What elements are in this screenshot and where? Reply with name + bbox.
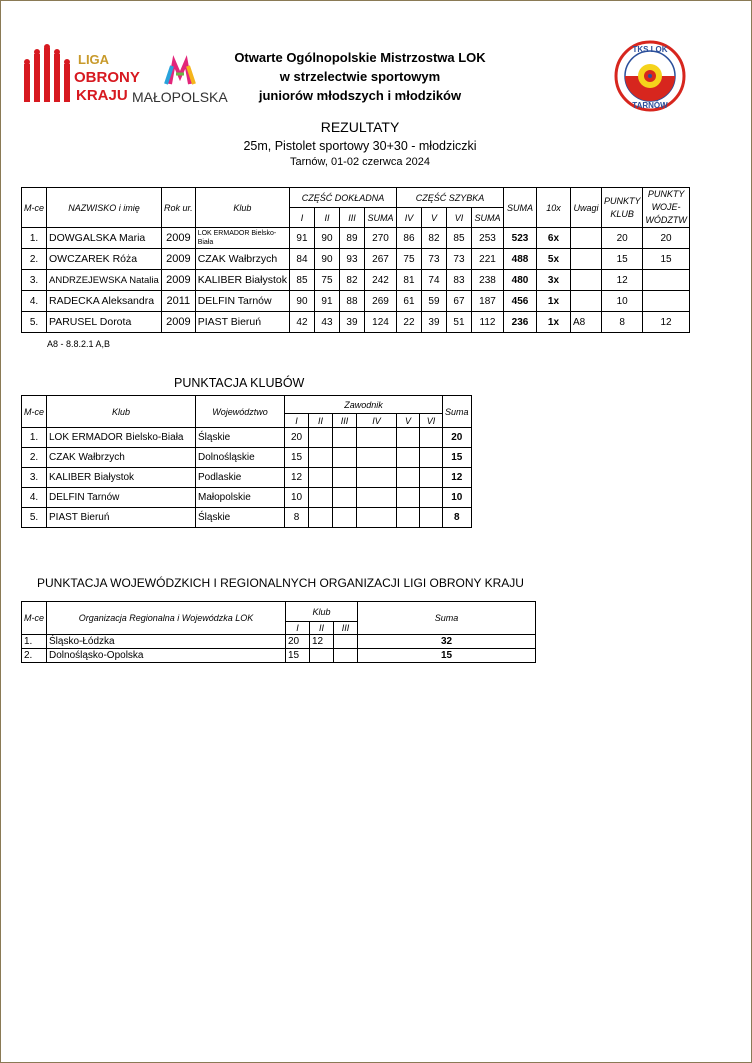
regions-header-club-col: II — [310, 622, 334, 635]
points-voivodeship-cell: 12 — [643, 312, 689, 333]
empty-cell — [357, 428, 397, 448]
place-cell: 3. — [22, 270, 47, 291]
sum-cell: 8 — [443, 508, 472, 528]
subtotal-cell: 242 — [364, 270, 396, 291]
score-cell: 82 — [421, 228, 446, 249]
empty-cell — [420, 448, 443, 468]
header-total: SUMA — [503, 188, 536, 228]
athlete-points-cell: 20 — [285, 428, 309, 448]
regions-table — [21, 601, 536, 663]
score-cell: 91 — [314, 291, 339, 312]
empty-cell — [333, 428, 357, 448]
score-cell: 85 — [289, 270, 314, 291]
points-voivodeship-cell — [643, 291, 689, 312]
club-cell: CZAK Wałbrzych — [195, 249, 289, 270]
empty-cell — [420, 468, 443, 488]
score-cell: 73 — [421, 249, 446, 270]
name-cell: ANDRZEJEWSKA Natalia — [47, 270, 162, 291]
table-row — [22, 448, 472, 468]
logo-obrony-text: OBRONY — [74, 69, 140, 86]
points-club-cell: 8 — [601, 312, 642, 333]
empty-cell — [420, 508, 443, 528]
table-row — [22, 312, 690, 333]
empty-cell — [309, 448, 333, 468]
year-cell: 2009 — [162, 228, 196, 249]
clubs-header-athlete-col: VI — [420, 414, 443, 428]
table-row — [22, 228, 690, 249]
athlete-points-cell: 12 — [285, 468, 309, 488]
regions-header-place: M-ce — [22, 602, 47, 635]
score-cell: 51 — [446, 312, 471, 333]
score-cell: 82 — [339, 270, 364, 291]
liga-obrony-kraju-logo — [22, 44, 140, 106]
name-cell: PARUSEL Dorota — [47, 312, 162, 333]
clubs-header-place: M-ce — [22, 396, 47, 428]
year-cell: 2009 — [162, 270, 196, 291]
club-cell: DELFIN Tarnów — [195, 291, 289, 312]
points-voivodeship-cell: 15 — [643, 249, 689, 270]
place-cell: 2. — [22, 448, 47, 468]
clubs-header-athlete-col: III — [333, 414, 357, 428]
regions-title: PUNKTACJA WOJEWÓDZKICH I REGIONALNYCH ORGANIZACJI LIGI OBRONY KRAJU — [37, 576, 524, 590]
clubs-header-athlete-col: V — [397, 414, 420, 428]
logo-liga-text: LIGA — [78, 52, 110, 67]
points-club-cell: 12 — [601, 270, 642, 291]
sum-cell: 20 — [443, 428, 472, 448]
table-row — [22, 291, 690, 312]
club-cell: LOK ERMADOR Bielsko-Biała — [195, 228, 289, 249]
regions-header-club: Klub — [286, 602, 358, 622]
tens-cell: 1x — [536, 291, 570, 312]
header-points-club: PUNKTY KLUB — [601, 188, 642, 228]
place-cell: 2. — [22, 249, 47, 270]
clubs-header-athlete-col: IV — [357, 414, 397, 428]
empty-cell — [420, 488, 443, 508]
place-cell: 5. — [22, 508, 47, 528]
score-cell: 43 — [314, 312, 339, 333]
table-row — [22, 428, 472, 448]
club-points-cell: 15 — [286, 649, 310, 663]
header-series: IV — [396, 208, 421, 228]
club-cell: CZAK Wałbrzych — [47, 448, 196, 468]
score-cell: 75 — [396, 249, 421, 270]
total-cell: 456 — [503, 291, 536, 312]
points-club-cell: 20 — [601, 228, 642, 249]
clubs-title: PUNKTACJA KLUBÓW — [174, 376, 305, 390]
place-cell: 1. — [22, 228, 47, 249]
club-points-cell: 12 — [310, 635, 334, 649]
empty-cell — [357, 488, 397, 508]
voivodeship-cell: Śląskie — [196, 508, 285, 528]
malopolska-logo — [130, 52, 230, 108]
score-cell: 85 — [446, 228, 471, 249]
year-cell: 2009 — [162, 249, 196, 270]
event-title-line3: juniorów młodszych i młodzików — [258, 88, 462, 103]
name-cell: OWCZAREK Róża — [47, 249, 162, 270]
tens-cell: 3x — [536, 270, 570, 291]
score-cell: 42 — [289, 312, 314, 333]
header-series: III — [339, 208, 364, 228]
score-cell: 90 — [314, 228, 339, 249]
header-series: V — [421, 208, 446, 228]
score-cell: 83 — [446, 270, 471, 291]
subtotal-cell: 269 — [364, 291, 396, 312]
regions-header-club-col: III — [334, 622, 358, 635]
logo-kraju-text: KRAJU — [76, 87, 128, 104]
header-club: Klub — [195, 188, 289, 228]
club-cell: LOK ERMADOR Bielsko-Biała — [47, 428, 196, 448]
score-cell: 81 — [396, 270, 421, 291]
clubs-header-club: Klub — [47, 396, 196, 428]
regions-header-org: Organizacja Regionalna i Wojewódzka LOK — [47, 602, 286, 635]
athlete-points-cell: 8 — [285, 508, 309, 528]
clubs-header-sum: Suma — [443, 396, 472, 428]
empty-cell — [357, 448, 397, 468]
results-date: Tarnów, 01-02 czerwca 2024 — [289, 156, 431, 168]
score-cell: 89 — [339, 228, 364, 249]
score-cell: 67 — [446, 291, 471, 312]
org-cell: Śląsko-Łódzka — [47, 635, 286, 649]
total-cell: 488 — [503, 249, 536, 270]
results-subtitle: 25m, Pistolet sportowy 30+30 - młodziczki — [243, 139, 477, 153]
clubs-header-athlete: Zawodnik — [285, 396, 443, 414]
subtotal-cell: 221 — [471, 249, 503, 270]
logo-tks-top-text: TKS LOK — [632, 45, 668, 54]
score-cell: 73 — [446, 249, 471, 270]
results-title: REZULTATY — [320, 119, 400, 135]
header-precision: CZĘŚĆ DOKŁADNA — [289, 188, 396, 208]
subtotal-cell: 124 — [364, 312, 396, 333]
clubs-table — [21, 395, 472, 528]
club-points-cell — [334, 649, 358, 663]
place-cell: 5. — [22, 312, 47, 333]
score-cell: 59 — [421, 291, 446, 312]
year-cell: 2011 — [162, 291, 196, 312]
notes-cell — [570, 249, 601, 270]
total-cell: 236 — [503, 312, 536, 333]
score-cell: 75 — [314, 270, 339, 291]
sum-cell: 12 — [443, 468, 472, 488]
header-year: Rok ur. — [162, 188, 196, 228]
empty-cell — [309, 508, 333, 528]
score-cell: 91 — [289, 228, 314, 249]
subtotal-cell: 270 — [364, 228, 396, 249]
score-cell: 74 — [421, 270, 446, 291]
voivodeship-cell: Małopolskie — [196, 488, 285, 508]
results-table — [21, 187, 690, 333]
place-cell: 2. — [22, 649, 47, 663]
points-club-cell: 10 — [601, 291, 642, 312]
empty-cell — [397, 448, 420, 468]
empty-cell — [397, 468, 420, 488]
notes-cell — [570, 291, 601, 312]
score-cell: 39 — [339, 312, 364, 333]
header-notes: Uwagi — [570, 188, 601, 228]
club-cell: PIAST Bieruń — [47, 508, 196, 528]
header-place: M-ce — [22, 188, 47, 228]
subtotal-cell: 253 — [471, 228, 503, 249]
name-cell: DOWGALSKA Maria — [47, 228, 162, 249]
place-cell: 3. — [22, 468, 47, 488]
empty-cell — [333, 508, 357, 528]
place-cell: 1. — [22, 428, 47, 448]
score-cell: 61 — [396, 291, 421, 312]
table-row — [22, 649, 536, 663]
club-cell: DELFIN Tarnów — [47, 488, 196, 508]
empty-cell — [333, 448, 357, 468]
empty-cell — [397, 428, 420, 448]
athlete-points-cell: 15 — [285, 448, 309, 468]
table-row — [22, 249, 690, 270]
subtotal-cell: 112 — [471, 312, 503, 333]
header-rapid: CZĘŚĆ SZYBKA — [396, 188, 503, 208]
table-row — [22, 635, 536, 649]
regions-header-sum: Suma — [358, 602, 536, 635]
place-cell: 4. — [22, 291, 47, 312]
header-10x: 10x — [536, 188, 570, 228]
event-title-line1: Otwarte Ogólnopolskie Mistrzostwa LOK — [234, 50, 486, 65]
total-cell: 480 — [503, 270, 536, 291]
results-footnote: A8 - 8.8.2.1 A,B — [47, 339, 111, 349]
clubs-header-voivodeship: Województwo — [196, 396, 285, 428]
tens-cell: 5x — [536, 249, 570, 270]
score-cell: 22 — [396, 312, 421, 333]
header-series: VI — [446, 208, 471, 228]
place-cell: 1. — [22, 635, 47, 649]
empty-cell — [397, 488, 420, 508]
club-points-cell — [334, 635, 358, 649]
table-row — [22, 508, 472, 528]
empty-cell — [357, 468, 397, 488]
event-title-line2: w strzelectwie sportowym — [279, 69, 441, 84]
club-cell: KALIBER Białystok — [47, 468, 196, 488]
logo-malopolska-text: MAŁOPOLSKA — [132, 89, 228, 105]
voivodeship-cell: Podlaskie — [196, 468, 285, 488]
empty-cell — [333, 468, 357, 488]
subtotal-cell: 267 — [364, 249, 396, 270]
tens-cell: 1x — [536, 312, 570, 333]
name-cell: RADECKA Aleksandra — [47, 291, 162, 312]
club-points-cell — [310, 649, 334, 663]
header-series: II — [314, 208, 339, 228]
subtotal-cell: 238 — [471, 270, 503, 291]
subtotal-cell: 187 — [471, 291, 503, 312]
place-cell: 4. — [22, 488, 47, 508]
sum-cell: 15 — [358, 649, 536, 663]
tks-lok-tarnow-logo — [613, 40, 687, 112]
header-series: SUMA — [471, 208, 503, 228]
table-row — [22, 468, 472, 488]
empty-cell — [420, 428, 443, 448]
score-cell: 84 — [289, 249, 314, 270]
club-cell: KALIBER Białystok — [195, 270, 289, 291]
score-cell: 93 — [339, 249, 364, 270]
logo-tks-bottom-text: TARNÓW — [632, 101, 668, 110]
table-row — [22, 488, 472, 508]
sum-cell: 32 — [358, 635, 536, 649]
sum-cell: 10 — [443, 488, 472, 508]
header-name: NAZWISKO i imię — [47, 188, 162, 228]
score-cell: 86 — [396, 228, 421, 249]
clubs-header-athlete-col: I — [285, 414, 309, 428]
table-row — [22, 270, 690, 291]
year-cell: 2009 — [162, 312, 196, 333]
score-cell: 39 — [421, 312, 446, 333]
empty-cell — [309, 488, 333, 508]
voivodeship-cell: Dolnośląskie — [196, 448, 285, 468]
header-points-voivodeship: PUNKTY WOJE-WÓDZTW — [643, 188, 689, 228]
empty-cell — [397, 508, 420, 528]
sum-cell: 15 — [443, 448, 472, 468]
points-club-cell: 15 — [601, 249, 642, 270]
empty-cell — [333, 488, 357, 508]
score-cell: 90 — [314, 249, 339, 270]
voivodeship-cell: Śląskie — [196, 428, 285, 448]
empty-cell — [357, 508, 397, 528]
club-points-cell: 20 — [286, 635, 310, 649]
notes-cell — [570, 270, 601, 291]
regions-header-club-col: I — [286, 622, 310, 635]
athlete-points-cell: 10 — [285, 488, 309, 508]
tens-cell: 6x — [536, 228, 570, 249]
org-cell: Dolnośląsko-Opolska — [47, 649, 286, 663]
club-cell: PIAST Bieruń — [195, 312, 289, 333]
score-cell: 90 — [289, 291, 314, 312]
header-series: SUMA — [364, 208, 396, 228]
points-voivodeship-cell — [643, 270, 689, 291]
empty-cell — [309, 428, 333, 448]
score-cell: 88 — [339, 291, 364, 312]
clubs-header-athlete-col: II — [309, 414, 333, 428]
notes-cell: A8 — [570, 312, 601, 333]
total-cell: 523 — [503, 228, 536, 249]
empty-cell — [309, 468, 333, 488]
header-series: I — [289, 208, 314, 228]
points-voivodeship-cell: 20 — [643, 228, 689, 249]
notes-cell — [570, 228, 601, 249]
